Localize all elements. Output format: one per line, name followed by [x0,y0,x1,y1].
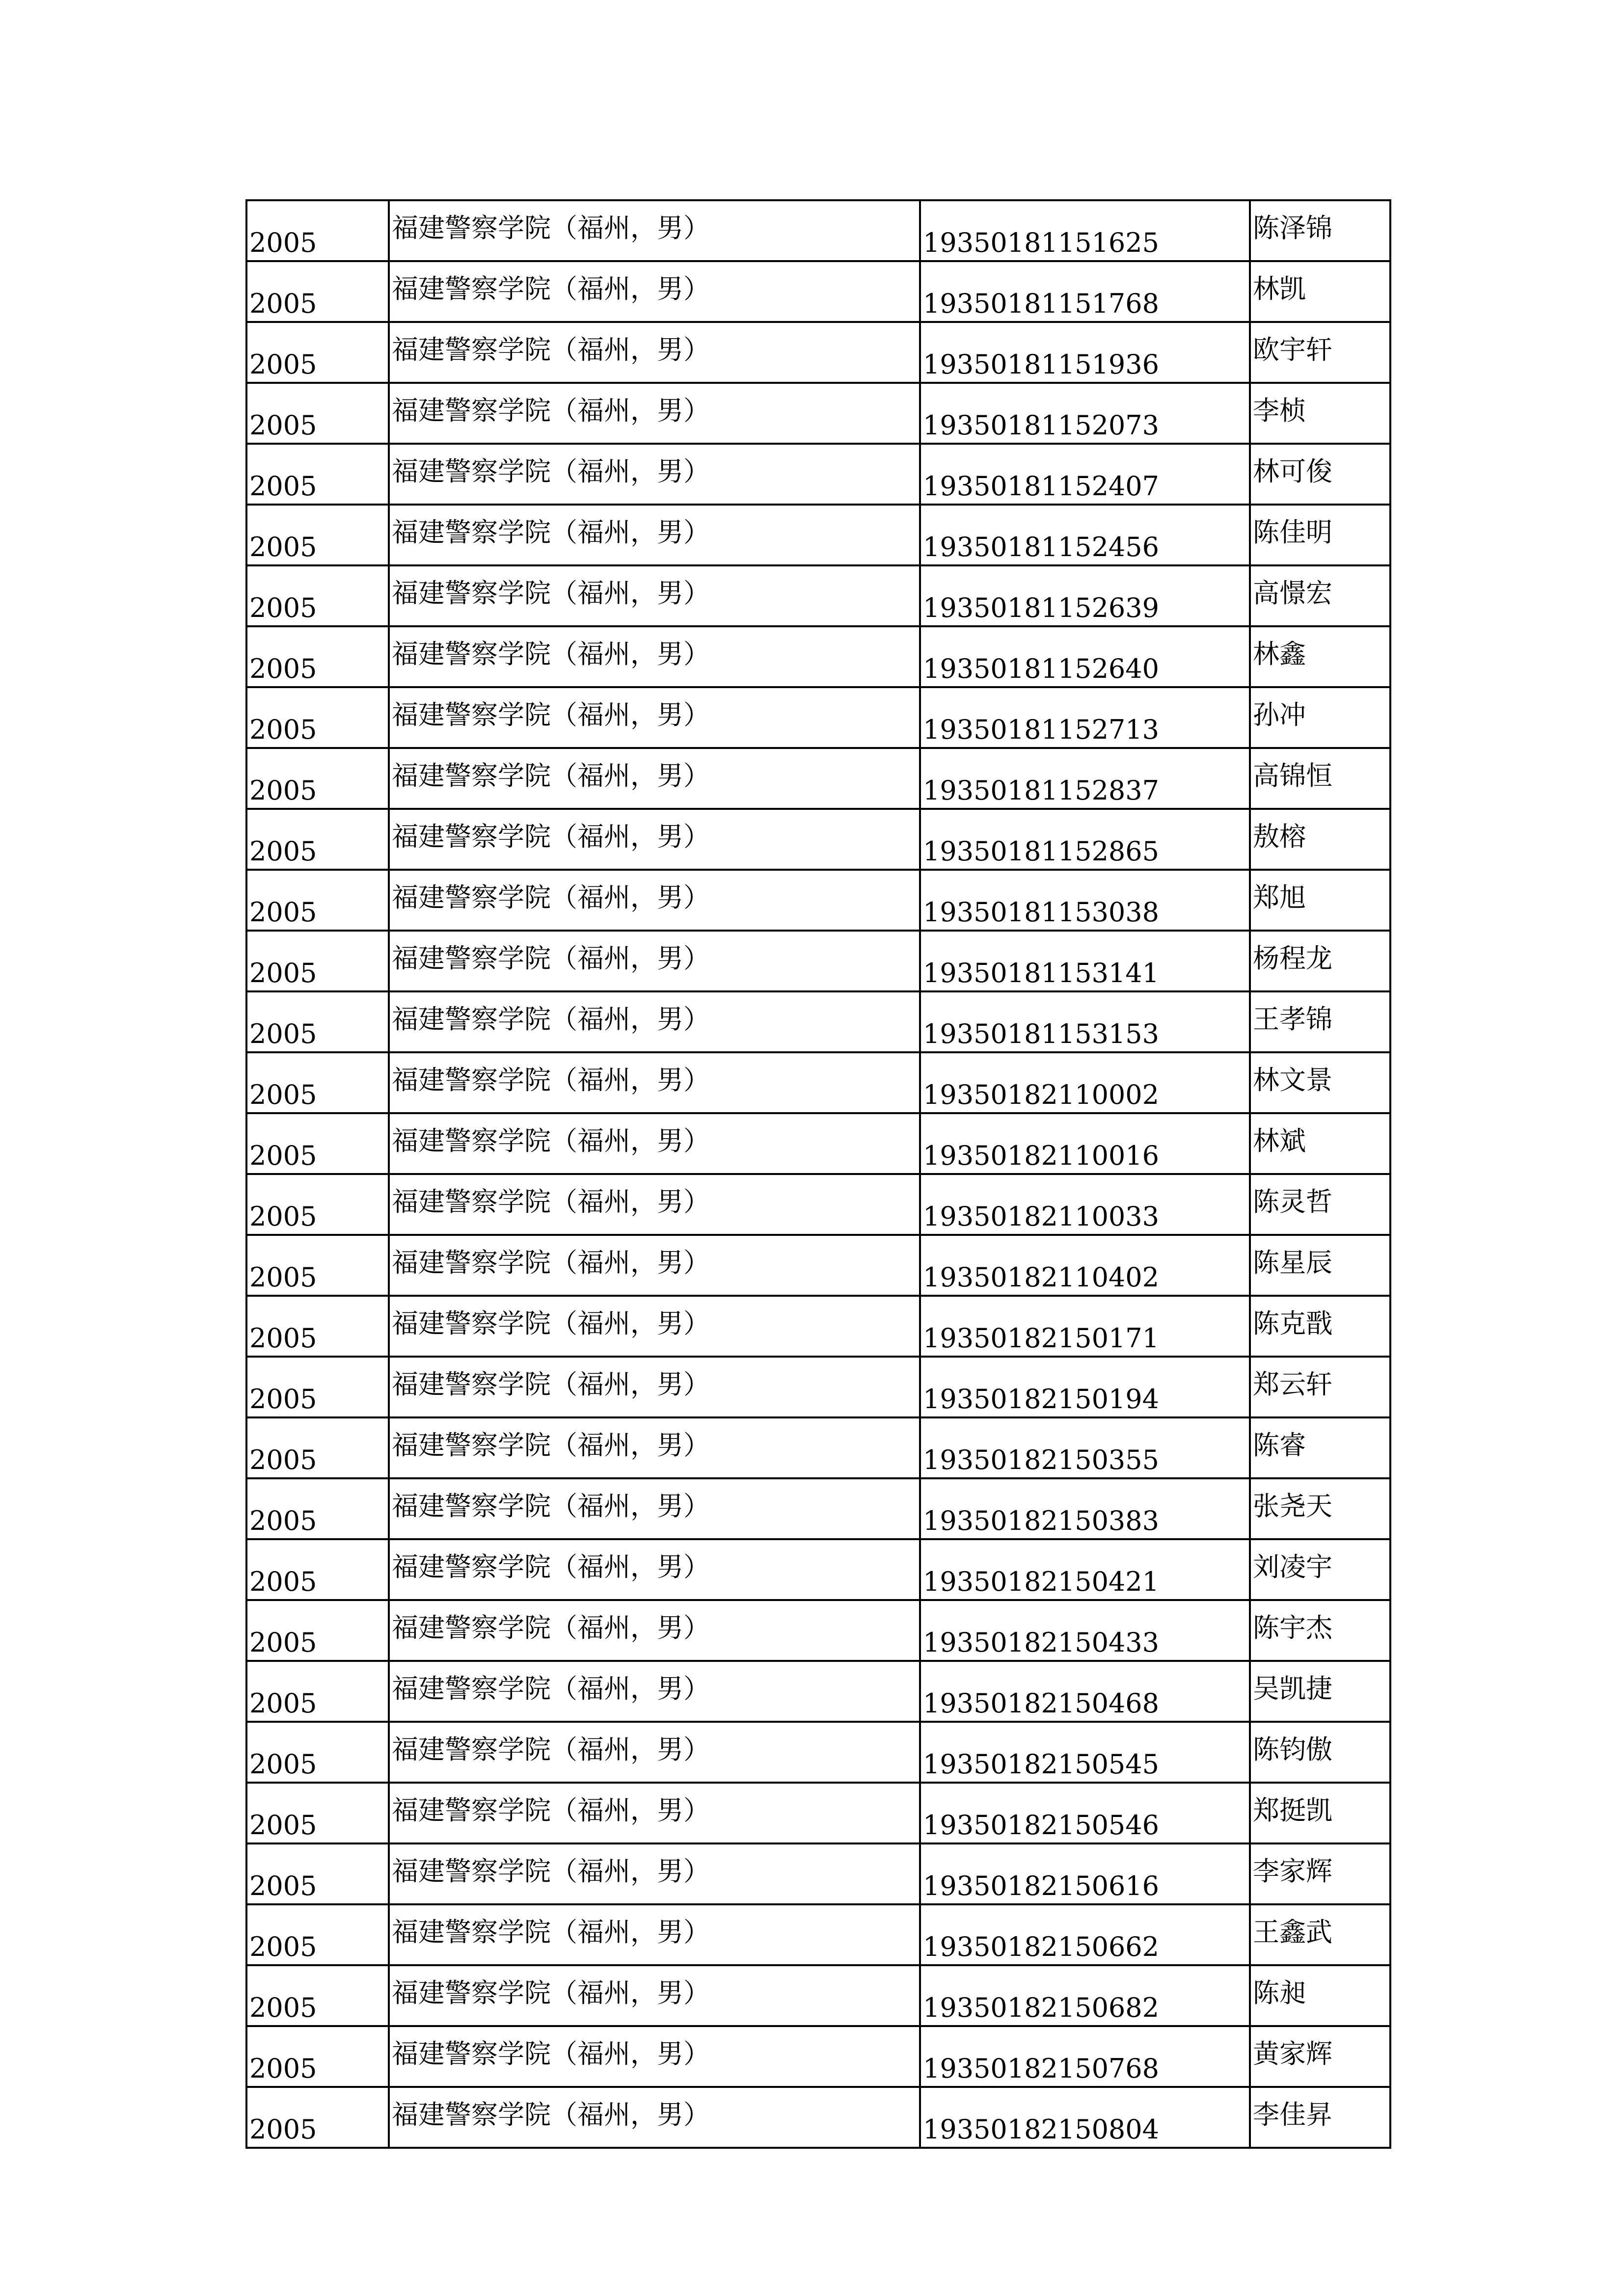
school-cell: 福建警察学院（福州，男） [389,1904,920,1965]
table-row [246,1661,1390,1722]
year-cell: 2005 [246,1052,389,1113]
year-cell: 2005 [246,991,389,1052]
student-name-cell: 林文景 [1250,1052,1390,1113]
candidate-id-cell: 19350181151936 [920,322,1250,383]
school-cell: 福建警察学院（福州，男） [389,870,920,931]
table-row [246,383,1390,444]
table-row [246,809,1390,870]
school-cell: 福建警察学院（福州，男） [389,1722,920,1783]
school-cell: 福建警察学院（福州，男） [389,748,920,809]
table-row [246,1600,1390,1661]
table-row [246,261,1390,322]
student-name-cell: 黄家辉 [1250,2026,1390,2087]
table-row [246,931,1390,991]
year-cell: 2005 [246,1417,389,1478]
table-row [246,1296,1390,1357]
candidate-id-cell: 19350182150662 [920,1904,1250,1965]
student-name-cell: 陈星辰 [1250,1235,1390,1296]
school-cell: 福建警察学院（福州，男） [389,1478,920,1539]
year-cell: 2005 [246,1539,389,1600]
student-name-cell: 郑云轩 [1250,1357,1390,1417]
school-cell: 福建警察学院（福州，男） [389,1965,920,2026]
student-name-cell: 陈灵哲 [1250,1174,1390,1235]
year-cell: 2005 [246,261,389,322]
school-cell: 福建警察学院（福州，男） [389,444,920,505]
candidate-id-cell: 19350182110002 [920,1052,1250,1113]
year-cell: 2005 [246,1174,389,1235]
student-name-cell: 高锦恒 [1250,748,1390,809]
table-row [246,748,1390,809]
year-cell: 2005 [246,1600,389,1661]
student-name-cell: 孙冲 [1250,687,1390,748]
school-cell: 福建警察学院（福州，男） [389,2026,920,2087]
year-cell: 2005 [246,809,389,870]
candidate-id-cell: 19350182150468 [920,1661,1250,1722]
student-name-cell: 王鑫武 [1250,1904,1390,1965]
table-row [246,505,1390,565]
candidate-id-cell: 19350182150804 [920,2087,1250,2148]
school-cell: 福建警察学院（福州，男） [389,2087,920,2148]
table-row [246,1904,1390,1965]
school-cell: 福建警察学院（福州，男） [389,626,920,687]
school-cell: 福建警察学院（福州，男） [389,1052,920,1113]
school-cell: 福建警察学院（福州，男） [389,1661,920,1722]
student-name-cell: 刘凌宇 [1250,1539,1390,1600]
candidate-id-cell: 19350182150546 [920,1783,1250,1843]
table-row [246,1478,1390,1539]
admission-table-body [246,200,1390,2148]
year-cell: 2005 [246,322,389,383]
school-cell: 福建警察学院（福州，男） [389,322,920,383]
student-name-cell: 林可俊 [1250,444,1390,505]
year-cell: 2005 [246,1235,389,1296]
candidate-id-cell: 19350181152713 [920,687,1250,748]
candidate-id-cell: 19350182110402 [920,1235,1250,1296]
candidate-id-cell: 19350181152073 [920,383,1250,444]
student-name-cell: 陈宇杰 [1250,1600,1390,1661]
student-name-cell: 林凯 [1250,261,1390,322]
table-row [246,322,1390,383]
school-cell: 福建警察学院（福州，男） [389,1417,920,1478]
year-cell: 2005 [246,1478,389,1539]
student-name-cell: 陈佳明 [1250,505,1390,565]
candidate-id-cell: 19350182150616 [920,1843,1250,1904]
year-cell: 2005 [246,1357,389,1417]
school-cell: 福建警察学院（福州，男） [389,809,920,870]
candidate-id-cell: 19350182150171 [920,1296,1250,1357]
school-cell: 福建警察学院（福州，男） [389,1357,920,1417]
table-row [246,1052,1390,1113]
school-cell: 福建警察学院（福州，男） [389,1600,920,1661]
table-row [246,2026,1390,2087]
student-name-cell: 林斌 [1250,1113,1390,1174]
candidate-id-cell: 19350181153153 [920,991,1250,1052]
candidate-id-cell: 19350182150545 [920,1722,1250,1783]
table-row [246,1174,1390,1235]
student-name-cell: 林鑫 [1250,626,1390,687]
candidate-id-cell: 19350181151625 [920,200,1250,261]
year-cell: 2005 [246,687,389,748]
candidate-id-cell: 19350181152456 [920,505,1250,565]
school-cell: 福建警察学院（福州，男） [389,383,920,444]
student-name-cell: 欧宇轩 [1250,322,1390,383]
candidate-id-cell: 19350181153141 [920,931,1250,991]
year-cell: 2005 [246,626,389,687]
student-name-cell: 陈昶 [1250,1965,1390,2026]
table-row [246,687,1390,748]
candidate-id-cell: 19350182150682 [920,1965,1250,2026]
admission-table [245,199,1391,2149]
year-cell: 2005 [246,1661,389,1722]
year-cell: 2005 [246,1296,389,1357]
table-row [246,1357,1390,1417]
candidate-id-cell: 19350182110016 [920,1113,1250,1174]
student-name-cell: 敖榕 [1250,809,1390,870]
candidate-id-cell: 19350181153038 [920,870,1250,931]
table-row [246,626,1390,687]
candidate-id-cell: 19350181152639 [920,565,1250,626]
student-name-cell: 陈克戬 [1250,1296,1390,1357]
student-name-cell: 王孝锦 [1250,991,1390,1052]
student-name-cell: 杨程龙 [1250,931,1390,991]
student-name-cell: 李佳昇 [1250,2087,1390,2148]
candidate-id-cell: 19350182150194 [920,1357,1250,1417]
year-cell: 2005 [246,565,389,626]
table-row [246,444,1390,505]
school-cell: 福建警察学院（福州，男） [389,200,920,261]
student-name-cell: 郑旭 [1250,870,1390,931]
year-cell: 2005 [246,1904,389,1965]
student-name-cell: 陈钧傲 [1250,1722,1390,1783]
year-cell: 2005 [246,383,389,444]
table-row [246,870,1390,931]
school-cell: 福建警察学院（福州，男） [389,261,920,322]
year-cell: 2005 [246,1113,389,1174]
table-row [246,1539,1390,1600]
student-name-cell: 郑挺凯 [1250,1783,1390,1843]
school-cell: 福建警察学院（福州，男） [389,931,920,991]
student-name-cell: 李桢 [1250,383,1390,444]
year-cell: 2005 [246,1843,389,1904]
table-row [246,1113,1390,1174]
school-cell: 福建警察学院（福州，男） [389,565,920,626]
student-name-cell: 吴凯捷 [1250,1661,1390,1722]
candidate-id-cell: 19350181152640 [920,626,1250,687]
table-row [246,1722,1390,1783]
table-row [246,1965,1390,2026]
table-row [246,565,1390,626]
year-cell: 2005 [246,1722,389,1783]
school-cell: 福建警察学院（福州，男） [389,505,920,565]
table-row [246,2087,1390,2148]
table-row [246,200,1390,261]
candidate-id-cell: 19350182150355 [920,1417,1250,1478]
candidate-id-cell: 19350182110033 [920,1174,1250,1235]
candidate-id-cell: 19350181151768 [920,261,1250,322]
student-name-cell: 张尧天 [1250,1478,1390,1539]
year-cell: 2005 [246,1783,389,1843]
candidate-id-cell: 19350181152407 [920,444,1250,505]
year-cell: 2005 [246,931,389,991]
year-cell: 2005 [246,444,389,505]
year-cell: 2005 [246,505,389,565]
year-cell: 2005 [246,2087,389,2148]
school-cell: 福建警察学院（福州，男） [389,1539,920,1600]
student-name-cell: 陈睿 [1250,1417,1390,1478]
year-cell: 2005 [246,1965,389,2026]
school-cell: 福建警察学院（福州，男） [389,1113,920,1174]
student-name-cell: 陈泽锦 [1250,200,1390,261]
candidate-id-cell: 19350182150383 [920,1478,1250,1539]
candidate-id-cell: 19350181152837 [920,748,1250,809]
table-row [246,991,1390,1052]
student-name-cell: 高憬宏 [1250,565,1390,626]
candidate-id-cell: 19350182150768 [920,2026,1250,2087]
year-cell: 2005 [246,748,389,809]
table-row [246,1417,1390,1478]
table-row [246,1783,1390,1843]
year-cell: 2005 [246,870,389,931]
candidate-id-cell: 19350182150421 [920,1539,1250,1600]
table-row [246,1843,1390,1904]
school-cell: 福建警察学院（福州，男） [389,1783,920,1843]
student-name-cell: 李家辉 [1250,1843,1390,1904]
school-cell: 福建警察学院（福州，男） [389,1235,920,1296]
table-row [246,1235,1390,1296]
candidate-id-cell: 19350181152865 [920,809,1250,870]
school-cell: 福建警察学院（福州，男） [389,1174,920,1235]
year-cell: 2005 [246,200,389,261]
school-cell: 福建警察学院（福州，男） [389,1843,920,1904]
year-cell: 2005 [246,2026,389,2087]
school-cell: 福建警察学院（福州，男） [389,1296,920,1357]
school-cell: 福建警察学院（福州，男） [389,687,920,748]
school-cell: 福建警察学院（福州，男） [389,991,920,1052]
candidate-id-cell: 19350182150433 [920,1600,1250,1661]
